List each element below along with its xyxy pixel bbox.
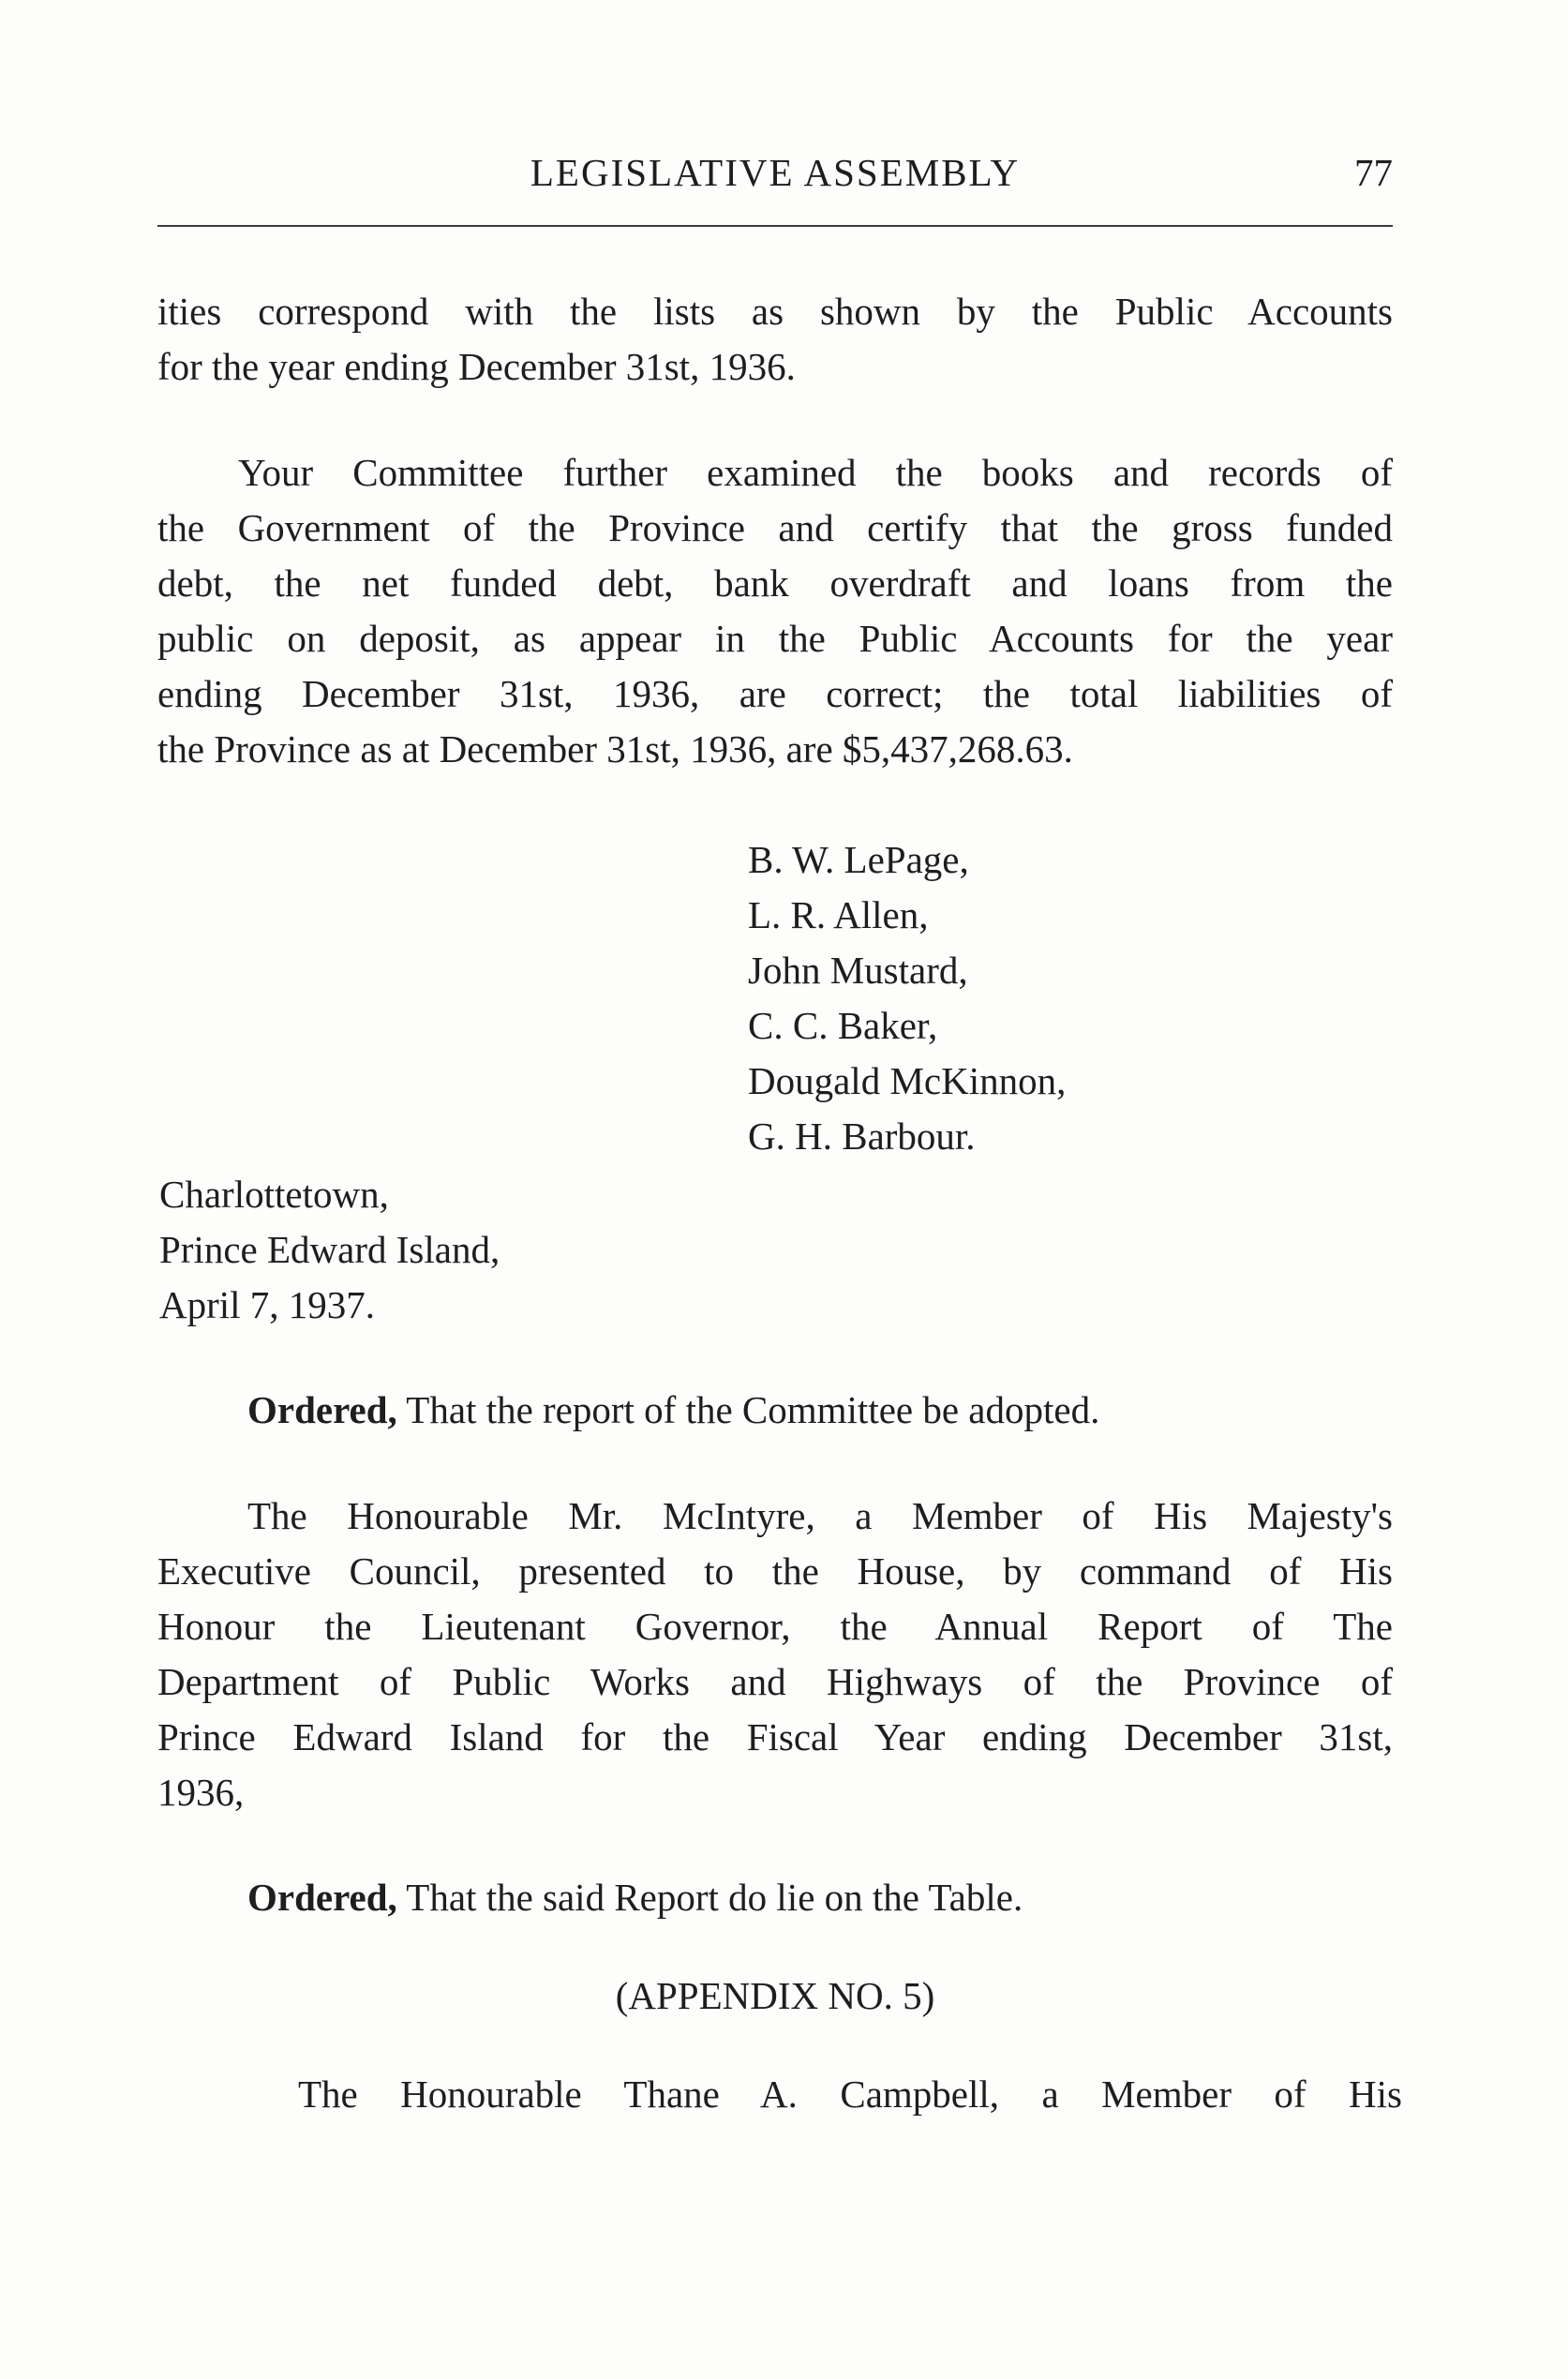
appendix-heading: (APPENDIX NO. 5) <box>615 1974 935 2017</box>
signatory: John Mustard, <box>748 949 968 992</box>
text-line: the Government of the Province and certify that the gross funded <box>157 506 1393 549</box>
paragraph-campbell <box>298 2067 1402 2122</box>
signatory: B. W. LePage, <box>748 838 969 881</box>
page-number: 77 <box>1354 151 1393 194</box>
running-title: LEGISLATIVE ASSEMBLY <box>530 151 1021 194</box>
paragraph-continuation <box>157 284 1393 395</box>
ordered-report-adopted <box>157 1383 1393 1438</box>
page-header <box>157 150 1393 206</box>
text-line: for the year ending December 31st, 1936. <box>157 345 796 388</box>
ordered-lead: Ordered, <box>247 1876 397 1919</box>
text-line: The Honourable Thane A. Campbell, a Member of His <box>298 2072 1402 2116</box>
signatory: C. C. Baker, <box>748 1004 938 1047</box>
signatory: G. H. Barbour. <box>748 1115 976 1158</box>
text-line: Department of Public Works and Highways of the Province of <box>157 1660 1393 1703</box>
text-line: debt, the net funded debt, bank overdraft and loans from the <box>157 561 1393 605</box>
signatory: Dougald McKinnon, <box>748 1059 1067 1102</box>
signatory: L. R. Allen, <box>748 893 929 936</box>
text-line: The Honourable Mr. McIntyre, a Member of His Majesty's <box>247 1494 1393 1537</box>
text-line: Prince Edward Island for the Fiscal Year ending December 31st, <box>157 1715 1393 1758</box>
ordered-lie-on-table <box>157 1870 1393 1925</box>
text-line: Executive Council, presented to the House, by command of His <box>157 1549 1393 1593</box>
header-rule <box>157 225 1393 227</box>
date-line: April 7, 1937. <box>159 1283 376 1326</box>
text-line: Your Committee further examined the books and records of <box>238 451 1393 494</box>
text-line: Honour the Lieutenant Governor, the Annual Report of The <box>157 1605 1393 1648</box>
text-line: 1936, <box>157 1771 245 1814</box>
place-line: Prince Edward Island, <box>159 1228 500 1271</box>
signatories-list <box>748 832 1066 1164</box>
text-line: the Province as at December 31st, 1936, are $5,437,268.63. <box>157 727 1073 771</box>
ordered-text: That the report of the Committee be adopted. <box>396 1388 1100 1431</box>
text-line: ities correspond with the lists as shown by the Public Accounts <box>157 290 1393 333</box>
ordered-lead: Ordered, <box>247 1388 397 1431</box>
place-line: Charlottetown, <box>159 1173 389 1216</box>
ordered-text: That the said Report do lie on the Table. <box>396 1876 1023 1919</box>
paragraph-annual-report <box>157 1489 1393 1820</box>
text-line: ending December 31st, 1936, are correct; the total liabilities of <box>157 672 1393 715</box>
text-line: public on deposit, as appear in the Public Accounts for the year <box>157 617 1393 660</box>
paragraph-committee-examination <box>157 445 1393 777</box>
place-and-date <box>159 1167 500 1333</box>
